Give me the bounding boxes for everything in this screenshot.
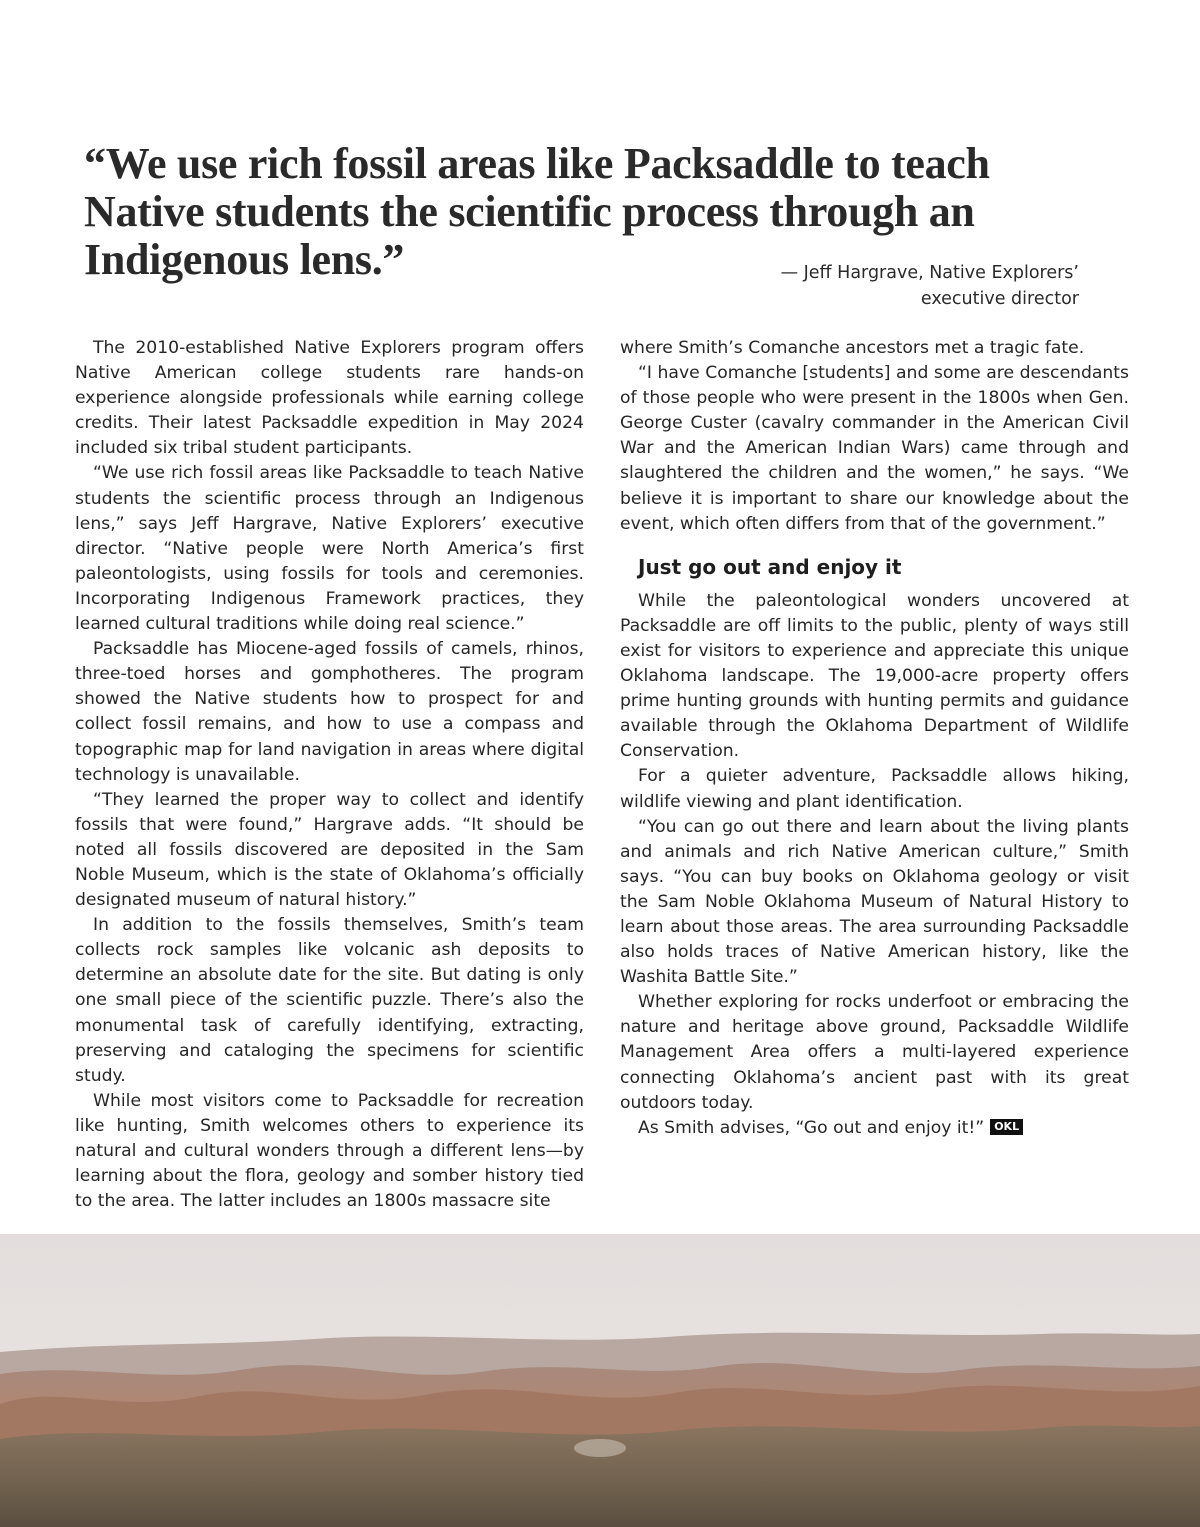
body-paragraph: The 2010-established Native Explorers program offers Native American college students rare hands-on experience alongside professionals while earning college credits. Their latest Packsaddle expedition in May 2024 included six tribal student participants. xyxy=(75,338,584,459)
pale-rock-outcrop xyxy=(574,1439,626,1457)
body-paragraph: Whether exploring for rocks underfoot or embracing the nature and heritage above ground, Packsaddle Wildlife Management Area offers a multi-layered experience connecting Oklahoma’s ancient past with its great outdoors today. xyxy=(620,992,1129,1113)
pull-quote-attribution xyxy=(719,260,1079,312)
closing-paragraph xyxy=(620,1116,1129,1141)
body-paragraph: For a quieter adventure, Packsaddle allows hiking, wildlife viewing and plant identification. xyxy=(620,766,1129,812)
body-paragraph: In addition to the fossils themselves, Smith’s team collects rock samples like volcanic ash deposits to determine an absolute date for the site. But dating is only one small piece of the scientific puzzle. There’s also the monumental task of carefully identifying, extracting, preserving and cataloging the specimens for scientific study. xyxy=(75,915,584,1086)
left-column xyxy=(75,336,584,1214)
body-paragraph-continuation: where Smith’s Comanche ancestors met a tragic fate. xyxy=(620,338,1085,358)
body-paragraph: “We use rich fossil areas like Packsaddle to teach Native students the scientific process through an Indigenous lens,” says Jeff Hargrave, Native Explorers’ executive director. “Native people were North America’s first paleontologists, using fossils for tools and ceremonies. Incorporating Indigenous Framework practices, they learned cultural traditions while doing real science.” xyxy=(75,463,584,635)
landscape-photo xyxy=(0,1234,1200,1527)
body-paragraph: While the paleontological wonders uncovered at Packsaddle are off limits to the public, plenty of ways still exist for visitors to experience and appreciate this unique Oklahoma landscape. The 19,000-acre property offers prime hunting grounds with hunting permits and guidance available through the Oklahoma Department of Wildlife Conservation. xyxy=(620,590,1129,762)
body-paragraph: While most visitors come to Packsaddle for recreation like hunting, Smith welcomes others to experience its natural and cultural wonders through a different lens—by learning about the flora, geology and somber history tied to the area. The latter includes an 1800s massacre site xyxy=(75,1090,584,1212)
body-paragraph: “They learned the proper way to collect and identify fossils that were found,” Hargrave adds. “It should be noted all fossils discovered are deposited in the Sam Noble Museum, which is the state of Oklahoma’s officially designated museum of natural history.” xyxy=(75,789,584,911)
pull-quote: “We use rich fossil areas like Packsaddle to teach Native students the scientific process through an Indigenous lens.” xyxy=(84,139,990,284)
body-paragraph: “You can go out there and learn about the living plants and animals and rich Native American culture,” Smith says. “You can buy books on Oklahoma geology or visit the Sam Noble Oklahoma Museum of Natural History to learn about those areas. The area surrounding Packsaddle also holds traces of Native American history, like the Washita Battle Site.” xyxy=(620,816,1129,988)
attribution-name: — Jeff Hargrave, Native Explorers’ xyxy=(780,263,1079,283)
attribution-title: executive director xyxy=(920,289,1079,309)
landscape-photo-icon xyxy=(0,1234,1200,1527)
section-subhead: Just go out and enjoy it xyxy=(638,554,902,579)
right-column xyxy=(620,336,1129,1141)
body-paragraph: Packsaddle has Miocene-aged fossils of camels, rhinos, three-toed horses and gomphotheres. The program showed the Native students how to prospect for and collect fossil remains, and how to use a compass and topographic map for land navigation in areas where digital technology is unavailable. xyxy=(75,639,584,785)
body-paragraph: “I have Comanche [students] and some are descendants of those people who were present in the 1800s when Gen. George Custer (cavalry commander in the American Civil War and the American Indian Wars) came through and slaughtered the children and the women,” he says. “We believe it is important to share our knowledge about the event, which often differs from that of the government.” xyxy=(620,363,1129,534)
end-mark-badge: OKL xyxy=(990,1119,1023,1135)
closing-line: As Smith advises, “Go out and enjoy it!” xyxy=(638,1117,985,1138)
